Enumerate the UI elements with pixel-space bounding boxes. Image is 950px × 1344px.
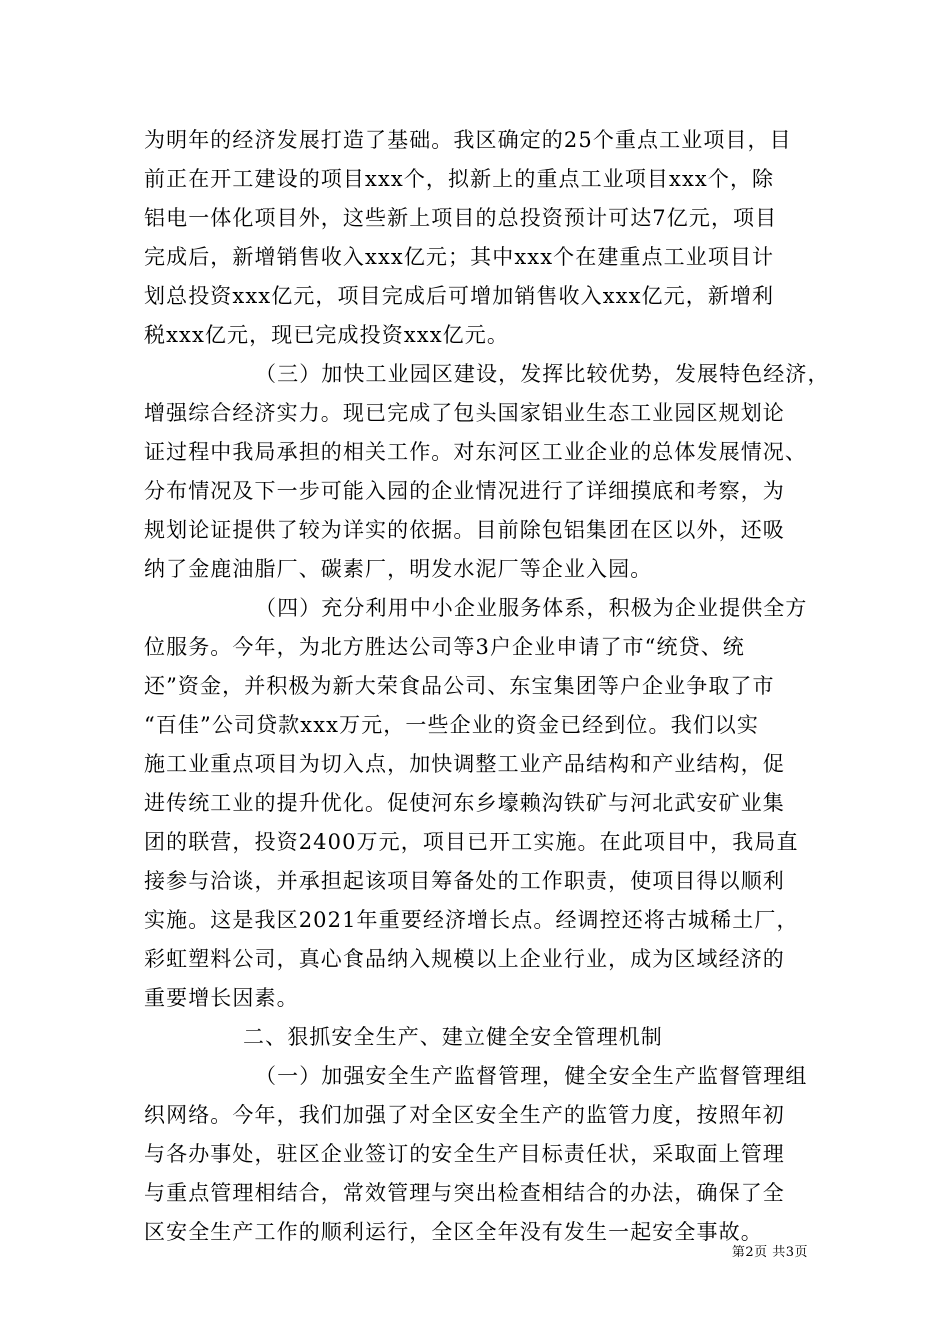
paragraph-line: 税xxx亿元，现已完成投资xxx亿元。 — [144, 323, 509, 347]
paragraph-line: 与各办事处，驻区企业签订的安全生产目标责任状，采取面上管理 — [144, 1142, 785, 1166]
paragraph-line: 与重点管理相结合，常效管理与突出检查相结合的办法，确保了全 — [144, 1181, 785, 1205]
paragraph-line: 织网络。今年，我们加强了对全区安全生产的监管力度，按照年初 — [144, 1103, 785, 1127]
paragraph-line: 施工业重点项目为切入点，加快调整工业产品结构和产业结构，促 — [144, 752, 785, 776]
paragraph-line: 彩虹塑料公司，真心食品纳入规模以上企业行业，成为区域经济的 — [144, 947, 785, 971]
section-heading-1: （一）加强安全生产监督管理，健全安全生产监督管理组 — [255, 1064, 808, 1088]
paragraph-line: “百佳”公司贷款xxx万元，一些企业的资金已经到位。我们以实 — [144, 713, 759, 737]
paragraph-line: 规划论证提供了较为详实的依据。目前除包铝集团在区以外，还吸 — [144, 518, 785, 542]
page-number: 第2页 共3页 — [731, 1245, 808, 1260]
paragraph-line: 实施。这是我区2021年重要经济增长点。经调控还将古城稀土厂， — [144, 908, 799, 932]
paragraph-line: 完成后，新增销售收入xxx亿元；其中xxx个在建重点工业项目计 — [144, 245, 775, 269]
paragraph-line: 接参与洽谈，并承担起该项目筹备处的工作职责，使项目得以顺利 — [144, 869, 785, 893]
section-heading-4: （四）充分利用中小企业服务体系，积极为企业提供全方 — [255, 596, 808, 620]
paragraph-line: 区安全生产工作的顺利运行，全区全年没有发生一起安全事故。 — [144, 1220, 763, 1244]
paragraph-line: 铝电一体化项目外，这些新上项目的总投资预计可达7亿元，项目 — [144, 206, 778, 230]
paragraph-line: 划总投资xxx亿元，项目完成后可增加销售收入xxx亿元，新增利 — [144, 284, 775, 308]
paragraph-line: 增强综合经济实力。现已完成了包头国家铝业生态工业园区规划论 — [144, 401, 785, 425]
paragraph-line: 重要增长因素。 — [144, 986, 299, 1010]
paragraph-line: 进传统工业的提升优化。促使河东乡壕赖沟铁矿与河北武安矿业集 — [144, 791, 785, 815]
paragraph-line: 分布情况及下一步可能入园的企业情况进行了详细摸底和考察，为 — [144, 479, 785, 503]
section-heading-3: （三）加快工业园区建设，发挥比较优势，发展特色经济， — [255, 362, 830, 386]
paragraph-line: 团的联营，投资2400万元，项目已开工实施。在此项目中，我局直 — [144, 830, 799, 854]
paragraph-line: 证过程中我局承担的相关工作。对东河区工业企业的总体发展情况、 — [144, 440, 807, 464]
paragraph-line: 前正在开工建设的项目xxx个，拟新上的重点工业项目xxx个，除 — [144, 167, 775, 191]
paragraph-line: 纳了金鹿油脂厂、碳素厂，明发水泥厂等企业入园。 — [144, 557, 653, 581]
chapter-heading: 二、狠抓安全生产、建立健全安全管理机制 — [243, 1025, 663, 1049]
paragraph-line: 位服务。今年，为北方胜达公司等3户企业申请了市“统贷、统 — [144, 635, 745, 659]
paragraph-line: 为明年的经济发展打造了基础。我区确定的25个重点工业项目，目 — [144, 128, 792, 152]
paragraph-line: 还”资金，并积极为新大荣食品公司、东宝集团等户企业争取了市 — [144, 674, 775, 698]
